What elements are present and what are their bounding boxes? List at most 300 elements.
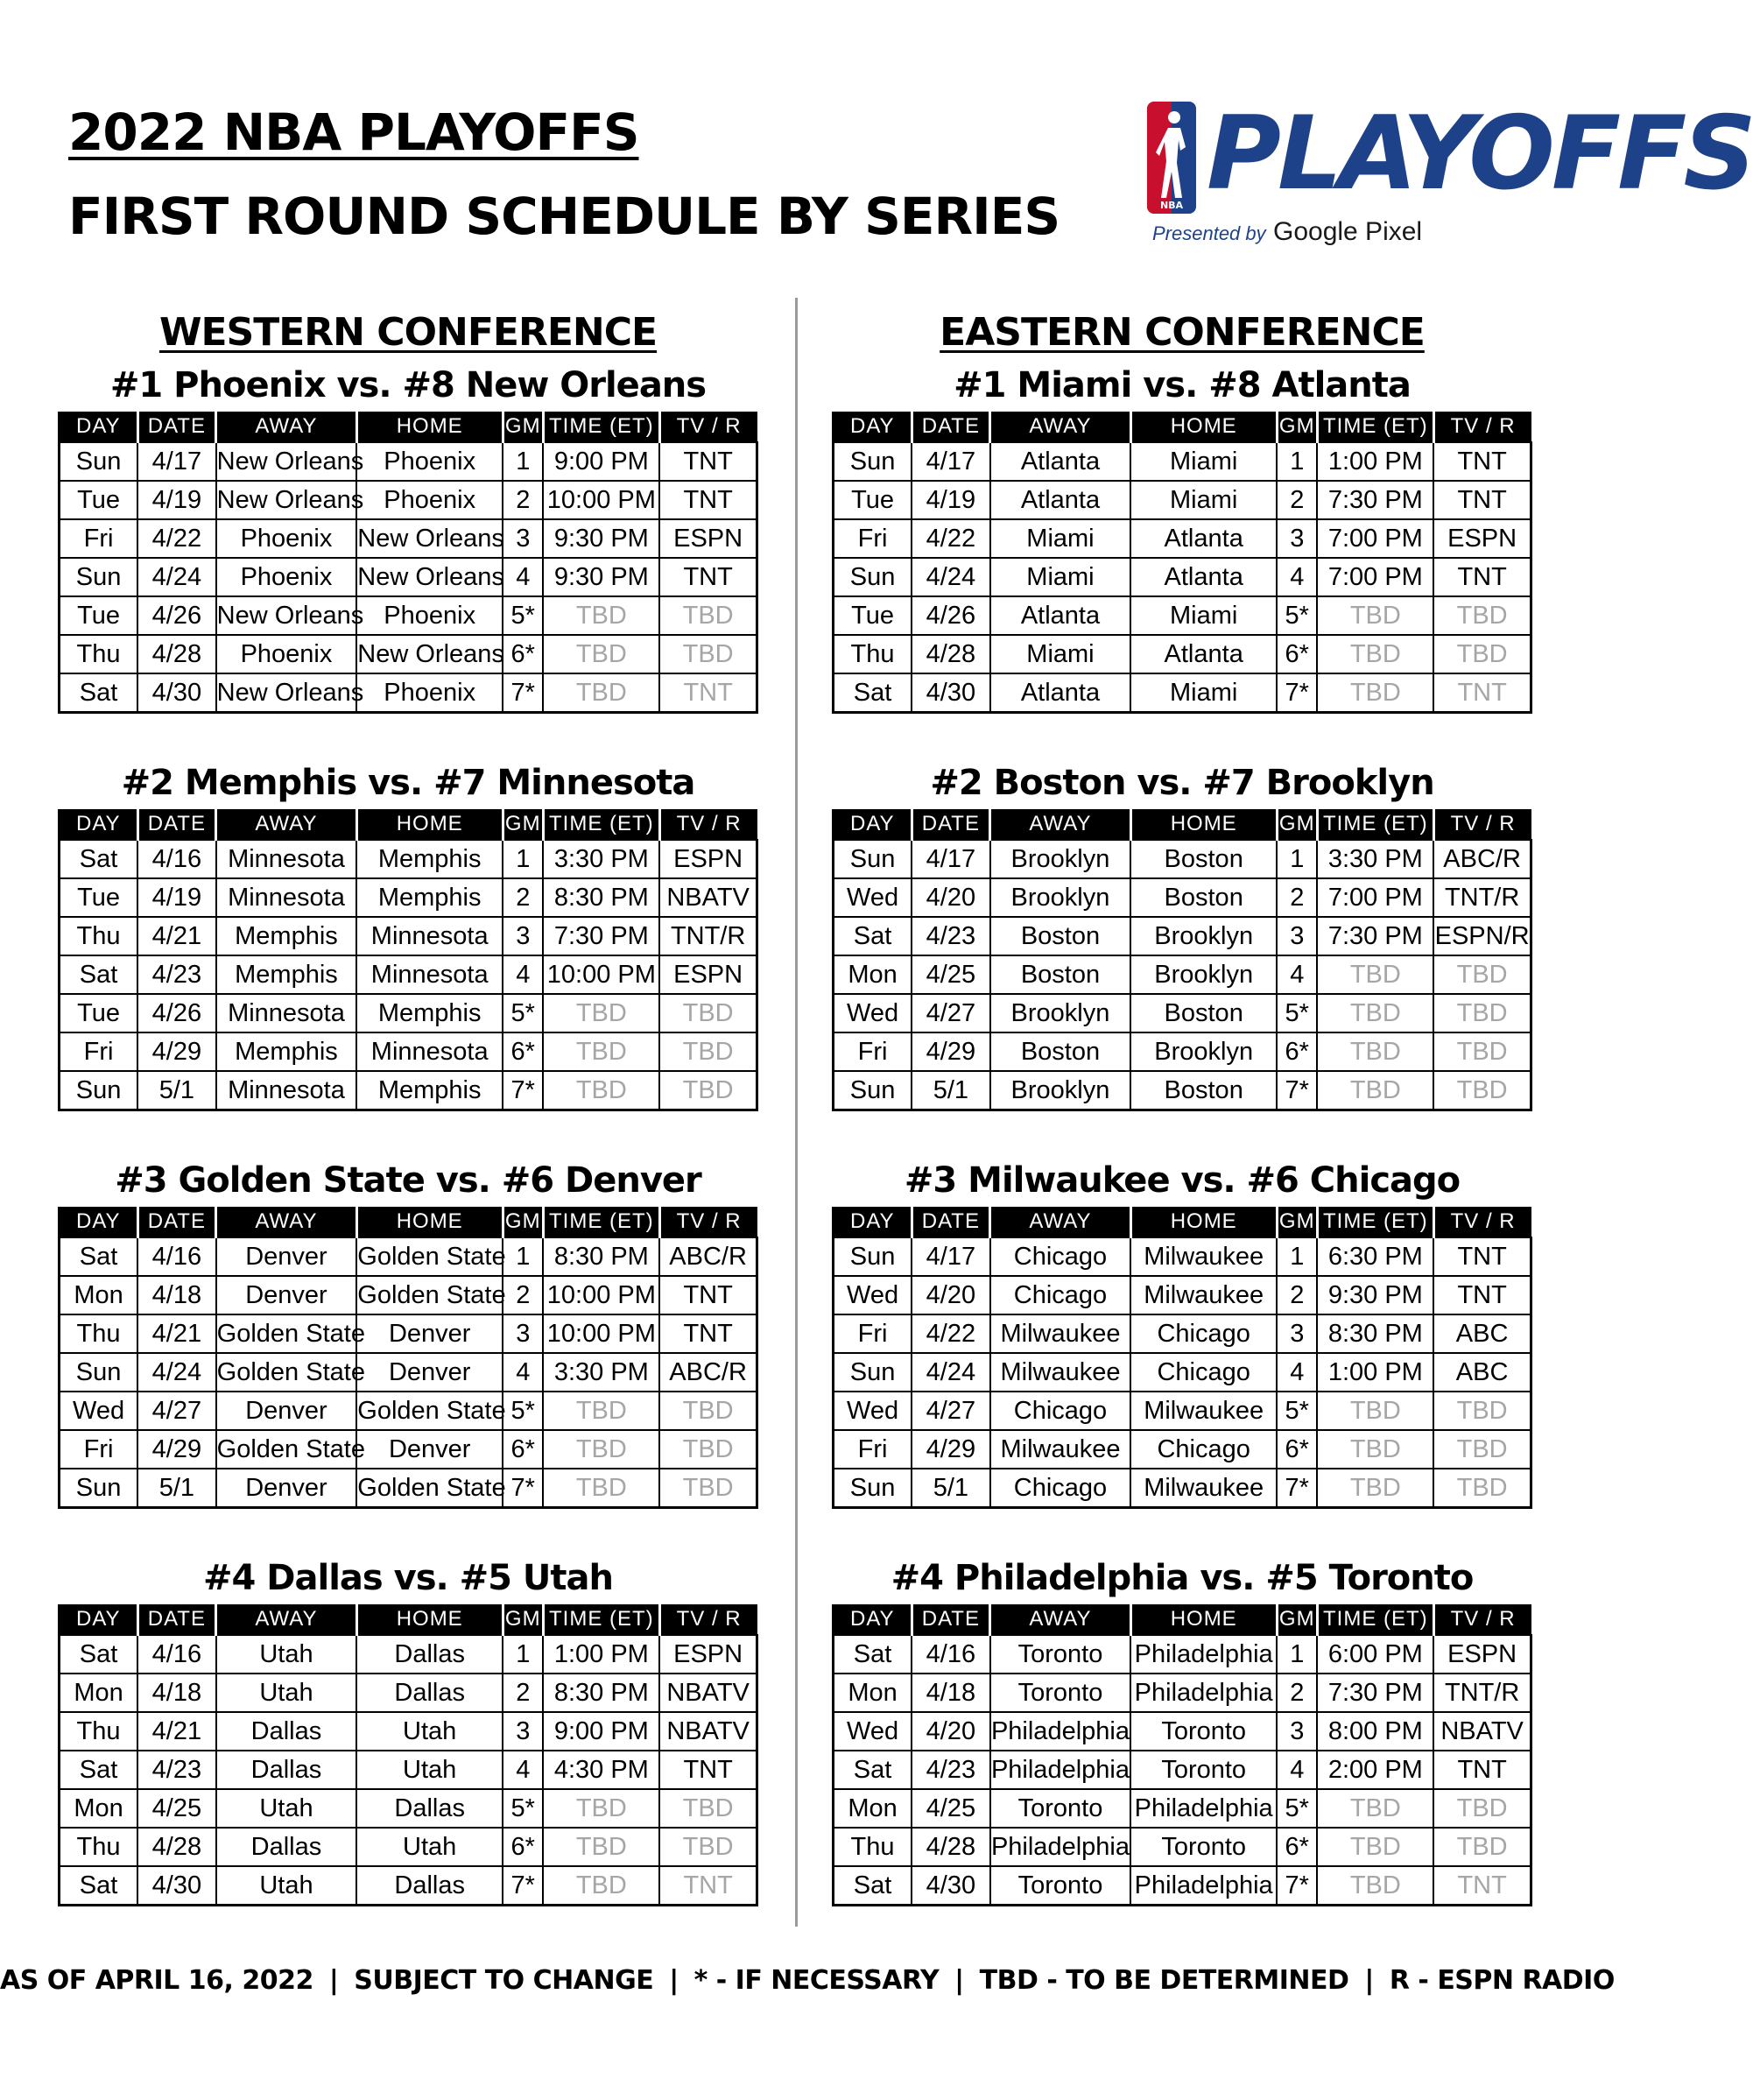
cell-date: 4/20 [912, 1712, 990, 1751]
cell-tv: TBD [1433, 1789, 1531, 1828]
column-header-date: DATE [912, 1207, 990, 1237]
column-header-time: TIME (ET) [543, 412, 659, 442]
playoffs-logo [1147, 95, 1753, 256]
table-row [60, 558, 757, 596]
cell-time: 7:00 PM [1317, 519, 1433, 558]
cell-time: TBD [1317, 1071, 1433, 1110]
table-row [834, 558, 1531, 596]
cell-tv: TBD [659, 994, 757, 1032]
cell-day: Sat [60, 1751, 138, 1789]
table-row [834, 878, 1531, 917]
footer-note: R - ESPN RADIO [1389, 1965, 1615, 1996]
cell-date: 4/17 [912, 1237, 990, 1276]
table-row [834, 1430, 1531, 1469]
cell-tv: ESPN [659, 955, 757, 994]
footer-note: * - IF NECESSARY [693, 1965, 940, 1996]
cell-tv: TBD [1433, 1469, 1531, 1508]
cell-date: 4/17 [912, 442, 990, 481]
series-block [58, 1552, 758, 1949]
cell-day: Wed [834, 1276, 912, 1314]
cell-date: 4/16 [137, 1237, 216, 1276]
cell-away: Golden State [216, 1430, 357, 1469]
cell-time: 1:00 PM [1317, 1353, 1433, 1392]
cell-away: Atlanta [990, 596, 1131, 635]
cell-day: Thu [60, 1314, 138, 1353]
table-row [834, 1866, 1531, 1906]
table-row [60, 1866, 757, 1906]
column-header-away: AWAY [990, 1207, 1131, 1237]
cell-time: 8:00 PM [1317, 1712, 1433, 1751]
cell-home: Phoenix [356, 596, 503, 635]
cell-game: 3 [503, 917, 543, 955]
column-header-home: HOME [1130, 412, 1277, 442]
cell-time: TBD [1317, 596, 1433, 635]
footer-separator: | [669, 1965, 679, 1996]
cell-day: Mon [60, 1674, 138, 1712]
column-header-game: GM [1277, 1207, 1317, 1237]
cell-date: 4/18 [137, 1674, 216, 1712]
cell-game: 4 [1277, 558, 1317, 596]
cell-game: 4 [503, 558, 543, 596]
cell-day: Mon [60, 1789, 138, 1828]
cell-home: Phoenix [356, 481, 503, 519]
table-header-row [834, 1207, 1531, 1237]
cell-away: Utah [216, 1635, 357, 1674]
cell-away: Utah [216, 1674, 357, 1712]
cell-time: 10:00 PM [543, 481, 659, 519]
column-header-tv: TV / R [659, 809, 757, 840]
cell-home: Brooklyn [1130, 1032, 1277, 1071]
cell-tv: TNT [1433, 1276, 1531, 1314]
cell-away: Denver [216, 1392, 357, 1430]
cell-tv: TNT [659, 1866, 757, 1906]
cell-day: Wed [60, 1392, 138, 1430]
cell-tv: TBD [659, 1032, 757, 1071]
cell-tv: TNT [659, 1751, 757, 1789]
cell-game: 4 [503, 955, 543, 994]
column-header-tv: TV / R [659, 412, 757, 442]
cell-home: Miami [1130, 442, 1277, 481]
cell-tv: TBD [659, 1430, 757, 1469]
table-row [834, 1353, 1531, 1392]
cell-home: Dallas [356, 1789, 503, 1828]
series-title: #2 Boston vs. #7 Brooklyn [930, 763, 1434, 803]
cell-day: Fri [834, 1314, 912, 1353]
cell-day: Thu [834, 1828, 912, 1866]
cell-day: Sun [834, 1071, 912, 1110]
cell-date: 4/17 [137, 442, 216, 481]
table-header-row [60, 412, 757, 442]
column-header-game: GM [1277, 1604, 1317, 1635]
cell-day: Thu [60, 1712, 138, 1751]
schedule-table [58, 1604, 758, 1906]
column-header-away: AWAY [216, 412, 357, 442]
cell-tv: ESPN [659, 1635, 757, 1674]
western-conference [58, 307, 758, 1949]
cell-date: 4/23 [912, 917, 990, 955]
cell-time: 10:00 PM [543, 1314, 659, 1353]
cell-away: Brooklyn [990, 878, 1131, 917]
cell-away: Boston [990, 1032, 1131, 1071]
table-header-row [60, 1604, 757, 1635]
table-row [60, 481, 757, 519]
cell-game: 5* [1277, 596, 1317, 635]
cell-time: 6:00 PM [1317, 1635, 1433, 1674]
cell-home: Memphis [356, 994, 503, 1032]
column-header-away: AWAY [990, 809, 1131, 840]
cell-away: Milwaukee [990, 1353, 1131, 1392]
table-row [834, 955, 1531, 994]
cell-away: Toronto [990, 1866, 1131, 1906]
cell-tv: ABC/R [659, 1237, 757, 1276]
cell-tv: TBD [659, 635, 757, 673]
cell-time: TBD [1317, 1789, 1433, 1828]
logo-wordmark: PLAYOFFS [1207, 95, 1753, 213]
cell-away: Minnesota [216, 878, 357, 917]
cell-home: Milwaukee [1130, 1276, 1277, 1314]
cell-time: 7:30 PM [1317, 481, 1433, 519]
table-row [60, 1071, 757, 1110]
cell-date: 4/27 [912, 994, 990, 1032]
series-block [58, 359, 758, 757]
table-row [834, 1071, 1531, 1110]
cell-day: Sun [834, 1237, 912, 1276]
column-header-game: GM [503, 809, 543, 840]
cell-day: Wed [834, 1392, 912, 1430]
cell-home: Golden State [356, 1237, 503, 1276]
cell-away: Philadelphia [990, 1712, 1131, 1751]
cell-time: 9:30 PM [543, 519, 659, 558]
cell-date: 4/23 [912, 1751, 990, 1789]
series-title: #3 Milwaukee vs. #6 Chicago [904, 1160, 1461, 1201]
cell-home: Minnesota [356, 955, 503, 994]
table-row [60, 1392, 757, 1430]
cell-game: 7* [1277, 1071, 1317, 1110]
cell-tv: ESPN [659, 519, 757, 558]
cell-away: Philadelphia [990, 1828, 1131, 1866]
table-header-row [834, 1604, 1531, 1635]
cell-day: Thu [60, 635, 138, 673]
cell-game: 3 [1277, 917, 1317, 955]
column-header-date: DATE [137, 809, 216, 840]
cell-tv: TNT [1433, 1237, 1531, 1276]
series-block [832, 757, 1532, 1154]
cell-time: 3:30 PM [543, 1353, 659, 1392]
cell-home: Utah [356, 1828, 503, 1866]
series-block [832, 359, 1532, 757]
cell-day: Wed [834, 994, 912, 1032]
cell-day: Tue [60, 878, 138, 917]
cell-tv: TNT [1433, 558, 1531, 596]
conference-title: WESTERN CONFERENCE [158, 310, 658, 355]
cell-time: TBD [543, 673, 659, 713]
cell-time: 7:00 PM [1317, 878, 1433, 917]
cell-game: 6* [1277, 1430, 1317, 1469]
cell-game: 3 [503, 519, 543, 558]
column-header-game: GM [1277, 412, 1317, 442]
cell-time: TBD [543, 1071, 659, 1110]
cell-time: 9:30 PM [1317, 1276, 1433, 1314]
cell-home: Philadelphia [1130, 1635, 1277, 1674]
cell-day: Sat [834, 1635, 912, 1674]
cell-day: Mon [834, 955, 912, 994]
cell-home: Atlanta [1130, 558, 1277, 596]
column-header-tv: TV / R [1433, 1207, 1531, 1237]
column-header-away: AWAY [990, 1604, 1131, 1635]
column-header-day: DAY [60, 809, 138, 840]
cell-tv: ABC [1433, 1353, 1531, 1392]
cell-tv: TBD [1433, 994, 1531, 1032]
cell-away: Atlanta [990, 673, 1131, 713]
cell-game: 7* [503, 1071, 543, 1110]
cell-time: 7:00 PM [1317, 558, 1433, 596]
cell-tv: TNT [659, 673, 757, 713]
nba-logo-icon [1147, 102, 1196, 214]
cell-date: 4/28 [137, 1828, 216, 1866]
cell-tv: NBATV [1433, 1712, 1531, 1751]
schedule-table [832, 1207, 1532, 1509]
cell-tv: TNT [659, 442, 757, 481]
series-block [58, 757, 758, 1154]
cell-home: Chicago [1130, 1430, 1277, 1469]
cell-home: Dallas [356, 1674, 503, 1712]
footer-notes [0, 1965, 1615, 1996]
cell-home: Denver [356, 1353, 503, 1392]
cell-home: Toronto [1130, 1751, 1277, 1789]
cell-date: 4/23 [137, 955, 216, 994]
cell-game: 1 [1277, 840, 1317, 878]
cell-away: Chicago [990, 1237, 1131, 1276]
cell-game: 6* [503, 1430, 543, 1469]
cell-away: Toronto [990, 1635, 1131, 1674]
column-header-home: HOME [1130, 1207, 1277, 1237]
cell-away: Denver [216, 1469, 357, 1508]
cell-tv: NBATV [659, 878, 757, 917]
sponsor-name: Google Pixel [1272, 217, 1423, 246]
series-title: #1 Phoenix vs. #8 New Orleans [109, 365, 707, 405]
cell-date: 5/1 [912, 1469, 990, 1508]
cell-home: Brooklyn [1130, 917, 1277, 955]
cell-game: 2 [1277, 481, 1317, 519]
cell-home: New Orleans [356, 635, 503, 673]
column-header-date: DATE [137, 1604, 216, 1635]
cell-game: 7* [1277, 673, 1317, 713]
page-subtitle: FIRST ROUND SCHEDULE BY SERIES [68, 187, 1060, 246]
table-row [834, 1237, 1531, 1276]
table-row [60, 1751, 757, 1789]
emblem-text: NBA [1159, 200, 1184, 211]
cell-date: 4/28 [137, 635, 216, 673]
cell-time: TBD [543, 1430, 659, 1469]
cell-away: Milwaukee [990, 1314, 1131, 1353]
column-header-away: AWAY [216, 809, 357, 840]
cell-tv: ESPN [1433, 1635, 1531, 1674]
column-header-game: GM [503, 1207, 543, 1237]
cell-tv: NBATV [659, 1712, 757, 1751]
cell-away: Miami [990, 519, 1131, 558]
cell-tv: TNT [1433, 673, 1531, 713]
cell-tv: ESPN/R [1433, 917, 1531, 955]
cell-time: 6:30 PM [1317, 1237, 1433, 1276]
cell-day: Sun [60, 442, 138, 481]
cell-game: 7* [503, 1469, 543, 1508]
cell-game: 4 [503, 1353, 543, 1392]
cell-tv: TBD [1433, 1430, 1531, 1469]
cell-time: TBD [543, 1866, 659, 1906]
cell-day: Sat [60, 1237, 138, 1276]
column-header-tv: TV / R [659, 1604, 757, 1635]
cell-date: 4/16 [137, 1635, 216, 1674]
cell-home: Toronto [1130, 1828, 1277, 1866]
cell-date: 4/20 [912, 1276, 990, 1314]
cell-time: 8:30 PM [1317, 1314, 1433, 1353]
cell-game: 5* [503, 596, 543, 635]
schedule-table [832, 809, 1532, 1111]
cell-date: 4/27 [137, 1392, 216, 1430]
cell-home: Phoenix [356, 442, 503, 481]
cell-day: Fri [834, 519, 912, 558]
cell-tv: TNT/R [1433, 878, 1531, 917]
cell-game: 2 [1277, 878, 1317, 917]
cell-game: 6* [503, 635, 543, 673]
cell-away: Milwaukee [990, 1430, 1131, 1469]
column-header-date: DATE [912, 1604, 990, 1635]
cell-time: 3:30 PM [543, 840, 659, 878]
cell-game: 3 [503, 1314, 543, 1353]
cell-date: 4/22 [912, 519, 990, 558]
cell-game: 3 [1277, 1314, 1317, 1353]
cell-date: 4/25 [912, 955, 990, 994]
cell-time: TBD [1317, 1866, 1433, 1906]
table-row [60, 840, 757, 878]
cell-home: Milwaukee [1130, 1237, 1277, 1276]
cell-away: Boston [990, 917, 1131, 955]
cell-game: 4 [503, 1751, 543, 1789]
cell-day: Sat [60, 673, 138, 713]
cell-game: 1 [503, 840, 543, 878]
table-row [834, 1674, 1531, 1712]
cell-day: Fri [60, 1032, 138, 1071]
cell-time: TBD [1317, 1430, 1433, 1469]
cell-day: Sat [834, 917, 912, 955]
footer-note: AS OF APRIL 16, 2022 [0, 1965, 313, 1996]
column-header-tv: TV / R [659, 1207, 757, 1237]
cell-date: 4/29 [912, 1430, 990, 1469]
cell-game: 2 [503, 1674, 543, 1712]
cell-home: Memphis [356, 1071, 503, 1110]
cell-away: New Orleans [216, 442, 357, 481]
table-header-row [834, 412, 1531, 442]
cell-home: Minnesota [356, 917, 503, 955]
cell-day: Fri [834, 1032, 912, 1071]
cell-tv: ABC/R [659, 1353, 757, 1392]
cell-away: Minnesota [216, 1071, 357, 1110]
column-header-game: GM [503, 412, 543, 442]
cell-home: New Orleans [356, 558, 503, 596]
footer-separator: | [954, 1965, 964, 1996]
cell-time: TBD [1317, 635, 1433, 673]
cell-date: 4/18 [137, 1276, 216, 1314]
cell-time: TBD [543, 1828, 659, 1866]
cell-tv: TBD [1433, 1828, 1531, 1866]
cell-date: 4/29 [137, 1430, 216, 1469]
table-row [834, 1392, 1531, 1430]
cell-tv: NBATV [659, 1674, 757, 1712]
cell-time: 1:00 PM [1317, 442, 1433, 481]
cell-tv: TBD [659, 596, 757, 635]
cell-away: Chicago [990, 1392, 1131, 1430]
schedule-table [832, 412, 1532, 714]
table-row [60, 673, 757, 713]
cell-home: Golden State [356, 1392, 503, 1430]
table-row [834, 917, 1531, 955]
cell-time: 4:30 PM [543, 1751, 659, 1789]
cell-day: Wed [834, 878, 912, 917]
cell-day: Fri [60, 519, 138, 558]
cell-time: TBD [543, 1469, 659, 1508]
cell-away: Chicago [990, 1276, 1131, 1314]
cell-game: 2 [503, 481, 543, 519]
cell-day: Tue [60, 596, 138, 635]
table-row [60, 1828, 757, 1866]
cell-game: 2 [1277, 1674, 1317, 1712]
cell-home: Golden State [356, 1276, 503, 1314]
cell-date: 4/17 [912, 840, 990, 878]
cell-away: Toronto [990, 1789, 1131, 1828]
cell-time: TBD [1317, 994, 1433, 1032]
cell-date: 4/20 [912, 878, 990, 917]
cell-away: Atlanta [990, 442, 1131, 481]
conference-divider [795, 298, 798, 1927]
cell-day: Tue [834, 596, 912, 635]
column-header-tv: TV / R [1433, 412, 1531, 442]
cell-tv: TBD [659, 1789, 757, 1828]
cell-date: 4/21 [137, 917, 216, 955]
cell-tv: TBD [659, 1469, 757, 1508]
schedule-table [58, 1207, 758, 1509]
cell-game: 1 [1277, 1237, 1317, 1276]
cell-date: 4/25 [137, 1789, 216, 1828]
cell-date: 4/21 [137, 1712, 216, 1751]
cell-game: 1 [1277, 1635, 1317, 1674]
cell-away: Brooklyn [990, 840, 1131, 878]
cell-date: 4/24 [137, 1353, 216, 1392]
presented-by [1152, 217, 1422, 247]
cell-date: 4/18 [912, 1674, 990, 1712]
cell-tv: TBD [1433, 1392, 1531, 1430]
footer-separator: | [1364, 1965, 1374, 1996]
cell-away: Dallas [216, 1828, 357, 1866]
cell-home: Minnesota [356, 1032, 503, 1071]
cell-day: Mon [834, 1674, 912, 1712]
column-header-time: TIME (ET) [543, 809, 659, 840]
column-header-date: DATE [137, 412, 216, 442]
cell-date: 4/16 [137, 840, 216, 878]
cell-time: TBD [1317, 673, 1433, 713]
cell-home: Boston [1130, 878, 1277, 917]
cell-time: 9:30 PM [543, 558, 659, 596]
series-title: #4 Philadelphia vs. #5 Toronto [891, 1558, 1474, 1598]
cell-away: Denver [216, 1237, 357, 1276]
cell-time: 7:30 PM [543, 917, 659, 955]
cell-away: Minnesota [216, 994, 357, 1032]
column-header-away: AWAY [216, 1207, 357, 1237]
cell-day: Sun [60, 1353, 138, 1392]
cell-time: 10:00 PM [543, 1276, 659, 1314]
cell-away: Brooklyn [990, 994, 1131, 1032]
cell-away: Dallas [216, 1712, 357, 1751]
cell-game: 5* [503, 1789, 543, 1828]
